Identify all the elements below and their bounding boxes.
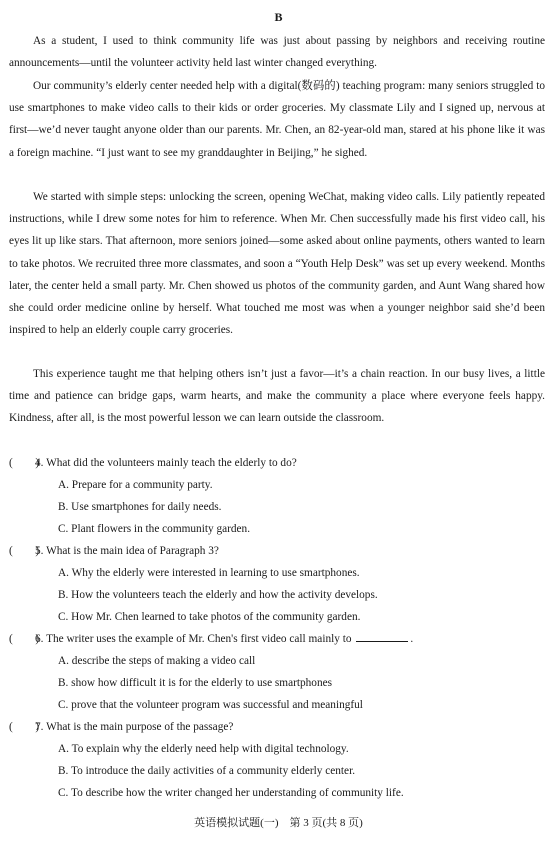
answer-bracket[interactable]: ( ) <box>9 457 40 469</box>
answer-option: C. Plant flowers in the community garden. <box>58 523 251 535</box>
answer-bracket[interactable]: ( ) <box>9 545 40 557</box>
answer-option: C. How Mr. Chen learned to take photos of the community garden. <box>58 611 361 623</box>
question-stem <box>9 452 297 474</box>
answer-bracket[interactable]: ( ) <box>9 721 40 733</box>
answer-option: A. Prepare for a community party. <box>58 479 213 491</box>
question-text: 4. What did the volunteers mainly teach the elderly to do? <box>35 457 297 469</box>
question-text: 7. What is the main purpose of the passage? <box>35 721 234 733</box>
question-stem <box>9 540 219 562</box>
passage-paragraph: This experience taught me that helping others isn’t just a favor—it’s a chain reaction. In our busy lives, a little time and patience can bridge gaps, warm hearts, and make the community a place where everyone feels happy. Kindness, after all, is the most powerful lesson we can learn outside the classroom. <box>9 368 545 425</box>
passage-paragraph: We started with simple steps: unlocking the screen, opening WeChat, making video calls. Lily patiently repeated instructions, while I drew some notes for him to reference. When Mr. Chen successfully made his first video call, his eyes lit up like stars. That afternoon, more seniors joined—some asked about online payments, others wanted to learn to take photos. We recruited three more classmates, and soon a “Youth Help Desk” was set up every weekend. Months later, the center held a small party. Mr. Chen showed us photos of the community garden, and Aunt Wang shared how she could order medicine online by herself. What touched me most was when a younger neighbor said she’d been inspired to help an elderly couple carry groceries. <box>9 191 545 337</box>
question-text-end: . <box>410 633 414 645</box>
answer-bracket[interactable]: ( ) <box>9 633 40 645</box>
question-stem <box>9 716 233 738</box>
question-text: 6. The writer uses the example of Mr. Chen's first video call mainly to <box>35 633 352 645</box>
answer-option: B. Use smartphones for daily needs. <box>58 501 222 513</box>
answer-option: B. To introduce the daily activities of a community elderly center. <box>58 765 356 777</box>
page-footer: 英语模拟试题(一) 第 3 页(共 8 页) <box>194 817 363 829</box>
answer-option: A. describe the steps of making a video call <box>58 655 256 667</box>
passage-paragraph: Our community’s elderly center needed help with a digital(数码的) teaching program: many seniors struggled to use smartphones to make video calls to their kids or order groceries. My classmate Lily and I signed up, nervous at first—we’d never taught anyone older than our parents. Mr. Chen, an 82-year-old man, stared at his phone like it was a foreign machine. “I just want to see my granddaughter in Beijing,” he sighed. <box>9 80 545 159</box>
passage-label: B <box>274 10 283 24</box>
answer-option: B. How the volunteers teach the elderly and how the activity develops. <box>58 589 378 601</box>
fill-in-blank[interactable] <box>356 631 408 642</box>
answer-option: C. prove that the volunteer program was successful and meaningful <box>58 699 363 711</box>
question-stem <box>9 628 413 650</box>
passage-paragraph: As a student, I used to think community life was just about passing by neighbors and receiving routine announcements—until the volunteer activity held last winter changed everything. <box>9 35 545 70</box>
answer-option: A. Why the elderly were interested in learning to use smartphones. <box>58 567 360 579</box>
answer-option: B. show how difficult it is for the elderly to use smartphones <box>58 677 333 689</box>
answer-option: C. To describe how the writer changed her understanding of community life. <box>58 787 404 799</box>
answer-option: A. To explain why the elderly need help with digital technology. <box>58 743 349 755</box>
question-text: 5. What is the main idea of Paragraph 3? <box>35 545 219 557</box>
